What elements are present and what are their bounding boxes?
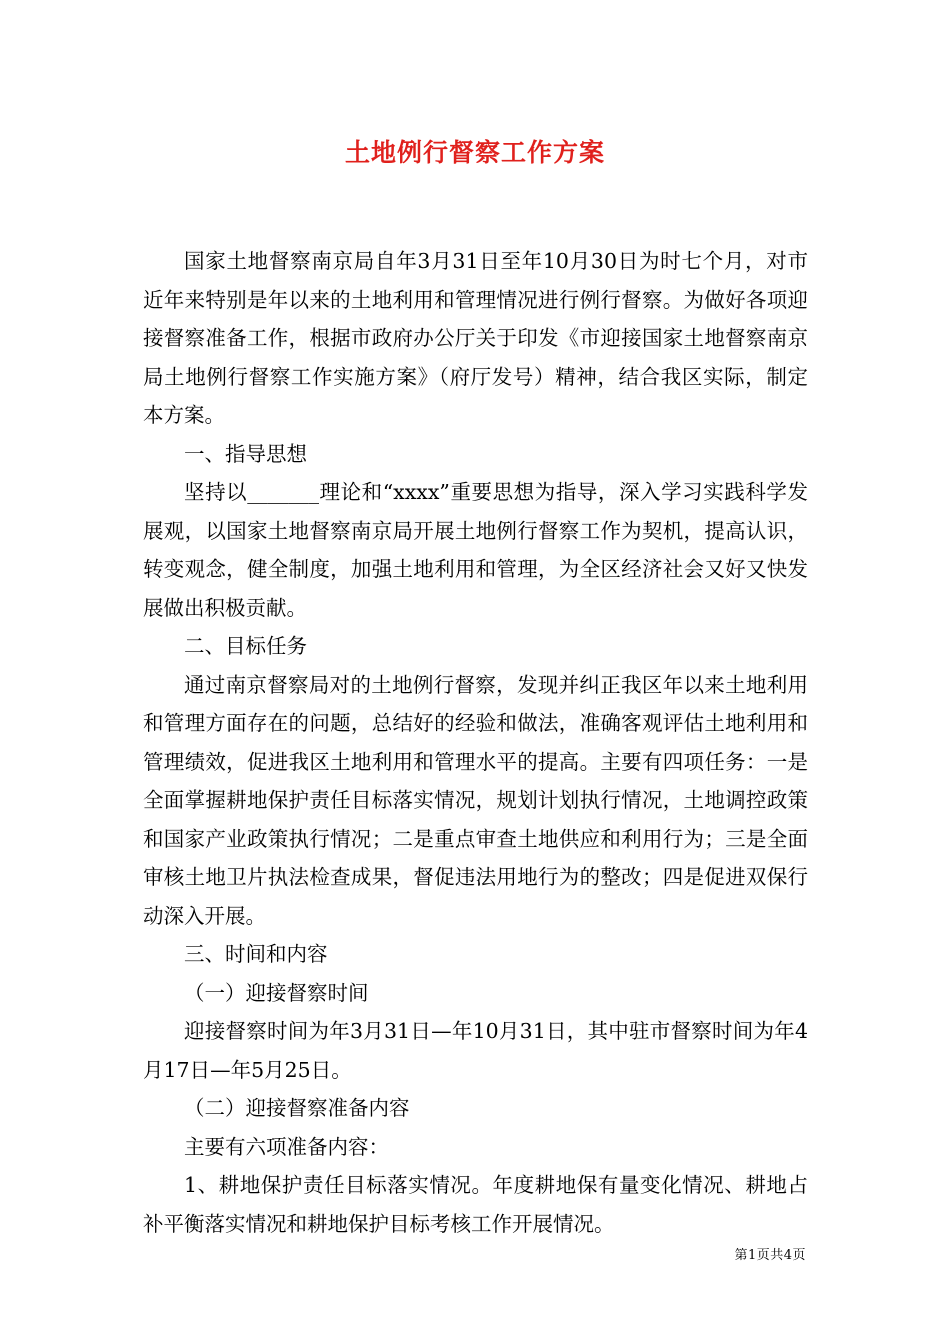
document-body [143,242,808,1243]
page-number: 第1页共4页 [734,1248,806,1263]
paragraph-item-1: 1、耕地保护责任目标落实情况。年度耕地保有量变化情况、耕地占补平衡落实情况和耕地保护目标考核工作开展情况。 [143,1173,808,1236]
subheading-preparation-content: （二）迎接督察准备内容 [184,1096,410,1120]
section-heading-objectives: 二、目标任务 [184,634,307,658]
paragraph-intro: 国家土地督察南京局自年3月31日至年10月30日为时七个月，对市近年来特别是年以来的土地利用和管理情况进行例行督察。为做好各项迎接督察准备工作，根据市政府办公厅关于印发《市迎接国家土地督察南京局土地例行督察工作实施方案》（府厅发号）精神，结合我区实际，制定本方案。 [143,249,808,427]
paragraph-objectives: 通过南京督察局对的土地例行督察，发现并纠正我区年以来土地利用和管理方面存在的问题，总结好的经验和做法，准确客观评估土地利用和管理绩效，促进我区土地利用和管理水平的提高。主要有四项任务：一是全面掌握耕地保护责任目标落实情况，规划计划执行情况，土地调控政策和国家产业政策执行情况；二是重点审查土地供应和利用行为；三是全面审核土地卫片执法检查成果，督促违法用地行为的整改；四是促进双保行动深入开展。 [143,672,808,928]
paragraph-guiding-ideology: 坚持以_______理论和“xxxx”重要思想为指导，深入学习实践科学发展观，以国家土地督察南京局开展土地例行督察工作为契机，提高认识，转变观念，健全制度，加强土地利用和管理，为全区经济社会又好又快发展做出积极贡献。 [143,480,808,620]
document-title: 土地例行督察工作方案 [344,138,605,167]
section-heading-guiding-ideology: 一、指导思想 [184,441,307,466]
section-heading-time-content: 三、时间和内容 [184,942,328,966]
subheading-inspection-time: （一）迎接督察时间 [184,980,369,1005]
paragraph-preparation-intro: 主要有六项准备内容： [184,1134,389,1159]
paragraph-inspection-time: 迎接督察时间为年3月31日—年10月31日，其中驻市督察时间为年4月17日—年5月25日。 [143,1019,808,1082]
